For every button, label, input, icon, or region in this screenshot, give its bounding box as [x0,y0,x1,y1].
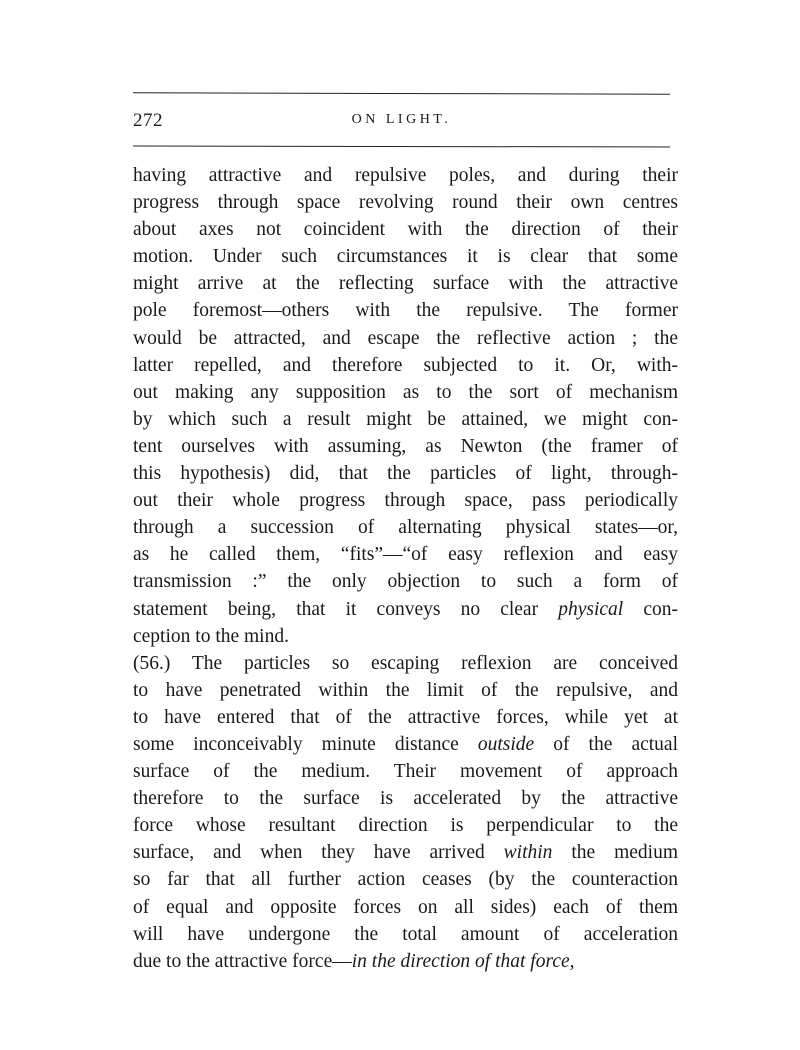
text-run: about axes not coincident with the direction of their [133,219,678,241]
text-line [133,596,678,623]
text-run: pole foremost—others with the repulsive. The former [133,300,678,322]
text-run: out their whole progress through space, pass periodically [133,490,678,512]
text-line [133,514,678,541]
text-line [133,839,678,866]
text-run: as he called them, “fits”—“of easy reflexion and easy [133,544,678,566]
text-line [133,731,678,758]
text-run: to have penetrated within the limit of the repulsive, and [133,679,678,701]
text-line [133,948,678,975]
text-run: due to the attractive force— [133,950,352,972]
header-rule-bottom [133,146,670,148]
text-run: out making any supposition as to the sort of mechanism [133,381,678,403]
italic-text: outside [477,733,535,755]
text-run: the medium [552,842,679,864]
text-run: to have entered that of the attractive forces, while yet at [133,706,678,728]
text-line [133,921,678,948]
text-line [133,189,678,216]
text-line [133,758,678,785]
text-line [133,650,678,677]
text-run: ception to the mind. [133,625,289,647]
text-run: might arrive at the reflecting surface with the attractive [133,273,678,295]
text-line [133,270,678,297]
text-line [133,866,678,893]
text-run: therefore to the surface is accelerated by the attractive [133,788,678,810]
text-run: con- [623,598,678,620]
text-line [133,541,678,568]
text-line [133,243,678,270]
running-head: ON LIGHT. [351,112,452,127]
text-run: through a succession of alternating physical states—or, [133,517,678,539]
header-rule-top [133,92,670,94]
text-line [133,379,678,406]
italic-text: within [503,842,553,864]
text-line [133,460,678,487]
page-header [133,110,670,134]
text-line [133,568,678,595]
text-line [133,677,678,704]
text-line [133,487,678,514]
text-run: this hypothesis) did, that the particles of light, through- [133,463,678,485]
text-line [133,623,678,650]
text-run: statement being, that it conveys no clear [133,598,559,620]
text-run: having attractive and repulsive poles, and during their [133,165,678,186]
page-body [133,162,678,975]
text-run: some inconceivably minute distance [133,733,478,755]
text-line [133,216,678,243]
text-line [133,406,678,433]
text-run: would be attracted, and escape the reflective action ; the [133,327,678,349]
text-line [133,352,678,379]
text-line [133,785,678,812]
text-run: so far that all further action ceases (by the counteraction [133,869,678,891]
text-run: transmission :” the only objection to such a form of [133,571,678,593]
text-run: latter repelled, and therefore subjected to it. Or, with- [133,354,678,376]
text-run: surface of the medium. Their movement of approach [133,761,678,783]
text-line [133,704,678,731]
text-run: tent ourselves with assuming, as Newton (the framer of [133,435,678,457]
italic-text: in the direction of that force, [351,950,575,972]
text-line [133,325,678,352]
text-line [133,433,678,460]
text-line [133,812,678,839]
text-run: (56.) The particles so escaping reflexion are conceived [133,652,678,674]
text-run: surface, and when they have arrived [133,842,504,864]
text-line [133,297,678,324]
text-line [133,894,678,921]
text-run: force whose resultant direction is perpendicular to the [133,815,678,837]
text-run: progress through space revolving round their own centres [133,192,678,214]
page-number: 272 [133,110,163,131]
text-run: will have undergone the total amount of acceleration [133,923,678,945]
text-run: of equal and opposite forces on all sides) each of them [133,896,678,918]
text-run: motion. Under such circumstances it is clear that some [133,246,678,268]
text-run: of the actual [534,733,678,755]
text-line [133,162,678,189]
text-run: by which such a result might be attained, we might con- [133,408,678,430]
italic-text: physical [558,598,624,620]
